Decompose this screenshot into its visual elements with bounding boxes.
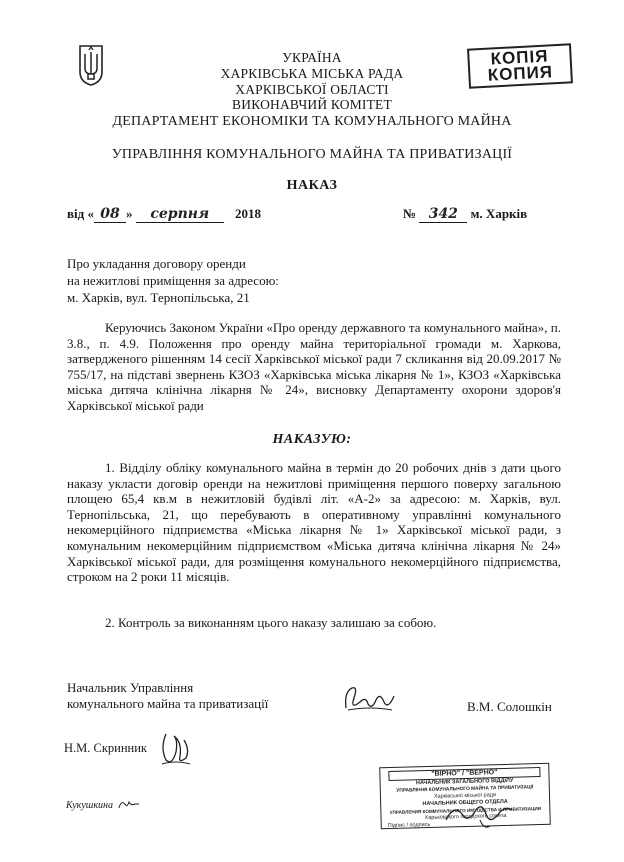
number-prefix: № bbox=[403, 206, 417, 221]
header-office: УПРАВЛІННЯ КОМУНАЛЬНОГО МАЙНА ТА ПРИВАТИЗАЦІЇ bbox=[111, 147, 513, 162]
copy-stamp bbox=[467, 43, 573, 88]
signatory-name: В.М. Солошкін bbox=[467, 699, 552, 714]
signature-position-line-2: комунального майна та приватизації bbox=[67, 696, 269, 711]
stamp-line-4: Харківської міської ради bbox=[433, 792, 497, 800]
date-month: серпня bbox=[136, 207, 224, 223]
stamp-line-7: Харьковского городского совета bbox=[424, 812, 507, 822]
subject-line-2: на нежитлові приміщення за адресою: bbox=[67, 273, 279, 288]
order-number-line bbox=[403, 206, 527, 223]
copy-stamp-line-2: КОПИЯ bbox=[487, 62, 554, 85]
order-word: НАКАЗУЮ: bbox=[272, 432, 352, 447]
signature-position-line-1: Начальник Управління bbox=[67, 680, 194, 695]
stamp-line-8: Підпис / подпись bbox=[387, 821, 431, 830]
approver-name: Н.М. Скринник bbox=[64, 741, 148, 755]
order-date bbox=[67, 206, 261, 223]
subject-line-1: Про укладання договору оренди bbox=[67, 256, 246, 271]
preamble-paragraph: Керуючись Законом України «Про оренду державного та комунального майна», п. 3.8., п. 4.9. Положення про оренду майна територіальної громади м. Харкова, затвердженого рішенням 14 сесії Харківської міської ради 7 скликання від 20.09.2017 № 755/17, на підставі звернень КЗОЗ «Харківська міська лікарня № 1», КЗОЗ «Харківська міська дитяча клінічна лікарня № 24», висновку Департаменту охорони здоров'я Харківської міської ради bbox=[67, 320, 561, 413]
stamp-line-3: УПРАВЛІННЯ КОМУНАЛЬНОГО МАЙНА ТА ПРИВАТИЗАЦІЇ bbox=[396, 785, 534, 794]
order-number: 342 bbox=[419, 207, 467, 223]
header-executive-committee: ВИКОНАВЧИЙ КОМІТЕТ bbox=[232, 97, 392, 112]
date-mid: » bbox=[125, 206, 133, 221]
order-item-2: 2. Контроль за виконанням цього наказу залишаю за собою. bbox=[105, 615, 437, 630]
header-city-council: ХАРКІВСЬКА МІСЬКА РАДА bbox=[220, 66, 404, 81]
order-title: НАКАЗ bbox=[286, 178, 338, 193]
executor-name: Кукушкина bbox=[66, 800, 113, 811]
header-region: ХАРКІВСЬКОЇ ОБЛАСТІ bbox=[235, 82, 389, 97]
header-country: УКРАЇНА bbox=[282, 50, 342, 65]
order-item-1: 1. Відділу обліку комунального майна в термін до 20 робочих днів з дати цього наказу укласти договір оренди на нежитлові приміщення першого поверху загальною площею 65,4 кв.м в нежитловій будівлі літ. «А-2» за адресою: м. Харків, вул. Тернопільська, 21, що перебувають в оперативному управлінні комунального некомерційного підприємства «Міська лікарня № 1» Харківської міської ради, з комунальним некомерційним підприємством «Міська дитяча клінічна лікарня № 24» Харківської міської ради, для розміщення комунального некомерційного підприємства, строком на 2 роки 11 місяців. bbox=[67, 460, 561, 585]
stamp-line-6: УПРАВЛЕНИЯ КОММУНАЛЬНОГО ИМУЩЕСТВА И ПРИВАТИЗАЦИИ bbox=[389, 806, 542, 815]
handwritten-signature bbox=[340, 680, 400, 716]
date-prefix: від « bbox=[67, 206, 94, 221]
date-year: 2018 bbox=[234, 206, 261, 221]
stamp-signature bbox=[440, 800, 520, 834]
stamp-line-2: НАЧАЛЬНИК ЗАГАЛЬНОГО ВІДДІЛУ bbox=[415, 777, 514, 787]
subject-line-3: м. Харків, вул. Тернопільська, 21 bbox=[67, 290, 250, 305]
date-day: 08 bbox=[94, 207, 126, 223]
copy-stamp-line-1: КОПІЯ bbox=[490, 46, 549, 69]
order-city: м. Харків bbox=[470, 206, 528, 221]
executor-initials bbox=[117, 798, 141, 810]
header-department: ДЕПАРТАМЕНТ ЕКОНОМІКИ ТА КОМУНАЛЬНОГО МАЙНА bbox=[112, 114, 512, 129]
approver-signature bbox=[158, 728, 192, 768]
stamp-line-5: НАЧАЛЬНИК ОБЩЕГО ОТДЕЛА bbox=[422, 798, 508, 808]
stamp-line-1: "ВІРНО" / "ВЕРНО" bbox=[431, 769, 498, 778]
executor-note bbox=[66, 795, 141, 813]
